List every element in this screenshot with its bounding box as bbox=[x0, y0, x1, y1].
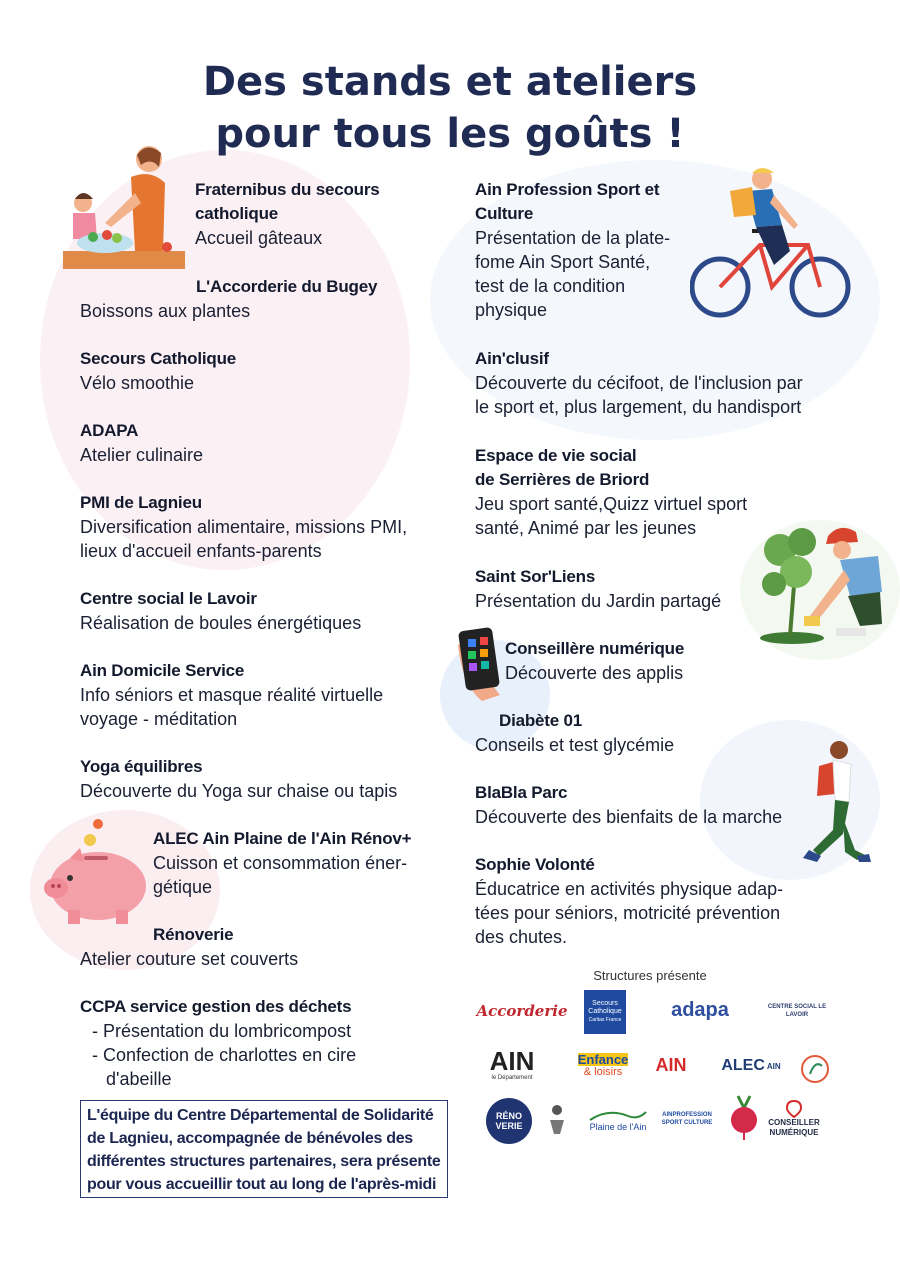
stand-description: Info séniors et masque réalité virtuelle bbox=[80, 685, 384, 705]
stand-description: Cuisson et consommation éner- bbox=[153, 853, 408, 873]
stand-name: catholique bbox=[195, 204, 279, 223]
notice-line: L'équipe du Centre Départemental de Solidarité bbox=[87, 1107, 434, 1124]
stand-name: L'Accorderie du Bugey bbox=[196, 277, 378, 296]
logo-circle-icon bbox=[800, 1052, 830, 1086]
gardener-illustration bbox=[740, 520, 885, 645]
stand-ccpa-dechets bbox=[80, 995, 356, 1091]
stand-centre-social-lavoir bbox=[80, 587, 361, 635]
stand-renoverie bbox=[80, 923, 298, 971]
logo-text: Enfance bbox=[577, 1052, 629, 1067]
logo-alec-ain bbox=[708, 1052, 794, 1080]
logo-enfance-loisirs bbox=[566, 1050, 640, 1082]
stand-description: Conseils et test glycémie bbox=[475, 735, 675, 755]
stand-description: le sport et, plus largement, du handisport bbox=[475, 397, 802, 417]
stand-ainclusif bbox=[475, 347, 803, 419]
logo-wave-icon bbox=[588, 1108, 648, 1122]
stand-saint-sorliens bbox=[475, 565, 721, 613]
stand-description: Atelier culinaire bbox=[80, 445, 204, 465]
stand-espace-vie-social bbox=[475, 444, 747, 540]
logo-secours-catholique bbox=[584, 990, 626, 1034]
logo-text: ALEC bbox=[721, 1057, 765, 1074]
logo-centre-social-lavoir: CENTRE SOCIAL LE LAVOIR bbox=[767, 1004, 827, 1018]
stand-description: Réalisation de boules énergétiques bbox=[80, 613, 362, 633]
logo-conseiller-numerique bbox=[764, 1094, 824, 1144]
logo-text: & loisirs bbox=[583, 1066, 623, 1078]
stand-conseillere-numerique bbox=[505, 637, 684, 685]
stand-fraternibus bbox=[195, 178, 380, 250]
stand-description: lieux d'accueil enfants-parents bbox=[80, 541, 322, 561]
smartphone-illustration bbox=[452, 625, 512, 705]
stand-description: Accueil gâteaux bbox=[195, 228, 323, 248]
stand-name: BlaBla Parc bbox=[475, 783, 568, 802]
stand-alec-ain bbox=[153, 827, 411, 899]
partners-title: Structures présente bbox=[593, 968, 707, 983]
logo-text: le Département bbox=[491, 1075, 533, 1081]
stand-name: CCPA service gestion des déchets bbox=[80, 997, 352, 1016]
stand-description: Boissons aux plantes bbox=[80, 301, 251, 321]
stand-secours-catholique bbox=[80, 347, 236, 395]
stand-description: Présentation de la plate- bbox=[475, 228, 671, 248]
stand-name: ADAPA bbox=[80, 421, 139, 440]
logo-ain-departement bbox=[484, 1045, 540, 1085]
stand-description: test de la condition bbox=[475, 276, 626, 296]
stand-name: Ain Domicile Service bbox=[80, 661, 245, 680]
stand-description: Présentation du Jardin partagé bbox=[475, 591, 722, 611]
stand-description: santé, Animé par les jeunes bbox=[475, 518, 697, 538]
stand-name: Fraternibus du secours bbox=[195, 180, 380, 199]
stand-name: Ain'clusif bbox=[475, 349, 549, 368]
stand-description: des chutes. bbox=[475, 927, 568, 947]
stand-description: voyage - méditation bbox=[80, 709, 238, 729]
stand-pmi-lagnieu bbox=[80, 491, 407, 563]
stand-description: Vélo smoothie bbox=[80, 373, 195, 393]
stand-blabla-parc bbox=[475, 781, 782, 829]
cyclist-illustration bbox=[690, 165, 855, 325]
stand-bullet: d'abeille bbox=[106, 1069, 172, 1089]
stand-name: Espace de vie social bbox=[475, 446, 637, 465]
stand-name: Diabète 01 bbox=[499, 711, 583, 730]
stand-ain-domicile-service bbox=[80, 659, 383, 731]
stand-description: Découverte du Yoga sur chaise ou tapis bbox=[80, 781, 398, 801]
stand-description: Diversification alimentaire, missions PMI, bbox=[80, 517, 408, 537]
walker-illustration bbox=[795, 738, 875, 868]
notice-line: de Lagnieu, accompagnée de bénévoles des bbox=[87, 1130, 413, 1147]
stand-adapa bbox=[80, 419, 203, 467]
stand-description: fome Ain Sport Santé, bbox=[475, 252, 651, 272]
location-pin-icon bbox=[786, 1100, 802, 1118]
stand-bullet: - Confection de charlottes en cire bbox=[92, 1045, 357, 1065]
stand-name: Ain Profession Sport et bbox=[475, 180, 660, 199]
stand-bullet: - Présentation du lombricompost bbox=[92, 1021, 352, 1041]
stand-description: Découverte des applis bbox=[505, 663, 684, 683]
stand-description: tées pour séniors, motricité prévention bbox=[475, 903, 781, 923]
logo-text: Caritas France bbox=[588, 1017, 622, 1023]
cooking-family-illustration bbox=[55, 143, 190, 273]
logo-ain-domicile: AIN bbox=[655, 1054, 687, 1075]
title-line-2: pour tous les goûts ! bbox=[215, 111, 685, 157]
logo-renoverie bbox=[486, 1098, 532, 1144]
stand-accorderie bbox=[80, 275, 380, 323]
logo-adapa: adapa bbox=[671, 998, 729, 1021]
logo-small-figure-icon bbox=[542, 1100, 572, 1140]
logo-text: Secours bbox=[592, 1000, 618, 1007]
stand-name: Culture bbox=[475, 204, 534, 223]
stand-name: Centre social le Lavoir bbox=[80, 589, 257, 608]
stand-description: Découverte du cécifoot, de l'inclusion par bbox=[475, 373, 803, 393]
logo-ain-profession-sport: AINPROFESSION SPORT CULTURE bbox=[661, 1112, 713, 1126]
piggy-bank-illustration bbox=[40, 818, 155, 928]
stand-name: PMI de Lagnieu bbox=[80, 493, 202, 512]
stand-description: Découverte des bienfaits de la marche bbox=[475, 807, 783, 827]
stand-description: Jeu sport santé,Quizz virtuel sport bbox=[475, 494, 748, 514]
stand-description: Éducatrice en activités physique adap- bbox=[475, 879, 784, 899]
notice-line: différentes structures partenaires, sera présente bbox=[87, 1153, 441, 1170]
stand-description: Atelier couture set couverts bbox=[80, 949, 299, 969]
logo-text: RÉNO bbox=[495, 1111, 522, 1121]
stand-description: physique bbox=[475, 300, 548, 320]
stand-yoga-equilibres bbox=[80, 755, 397, 803]
stand-name: Conseillère numérique bbox=[505, 639, 685, 658]
stand-name: Yoga équilibres bbox=[80, 757, 203, 776]
notice-box bbox=[80, 1100, 448, 1198]
logo-text: VERIE bbox=[495, 1121, 523, 1131]
stand-name: de Serrières de Briord bbox=[475, 470, 650, 489]
logo-radish-icon bbox=[724, 1094, 764, 1142]
page-title bbox=[0, 56, 900, 160]
logo-plaine-de-lain bbox=[586, 1100, 650, 1140]
stand-ain-profession-sport bbox=[475, 178, 670, 322]
stand-name: Saint Sor'Liens bbox=[475, 567, 596, 586]
logo-text: AIN bbox=[766, 1061, 781, 1071]
stand-name: ALEC Ain Plaine de l'Ain Rénov+ bbox=[153, 829, 412, 848]
logo-text: AIN bbox=[489, 1046, 535, 1076]
stand-name: Sophie Volonté bbox=[475, 855, 595, 874]
stand-name: Rénoverie bbox=[153, 925, 234, 944]
notice-line: pour vous accueillir tout au long de l'après-midi bbox=[87, 1176, 437, 1193]
stand-diabete-01 bbox=[475, 709, 674, 757]
logo-text: Catholique bbox=[588, 1008, 622, 1015]
stand-sophie-volonte bbox=[475, 853, 783, 949]
stand-name: Secours Catholique bbox=[80, 349, 237, 368]
logo-text: Plaine de l'Ain bbox=[589, 1122, 647, 1132]
logo-accorderie: Accorderie bbox=[476, 1002, 568, 1020]
title-line-1: Des stands et ateliers bbox=[202, 59, 698, 105]
logo-text: NUMÉRIQUE bbox=[769, 1128, 819, 1137]
stand-description: gétique bbox=[153, 877, 213, 897]
logo-text: CONSEILLER bbox=[768, 1118, 820, 1127]
